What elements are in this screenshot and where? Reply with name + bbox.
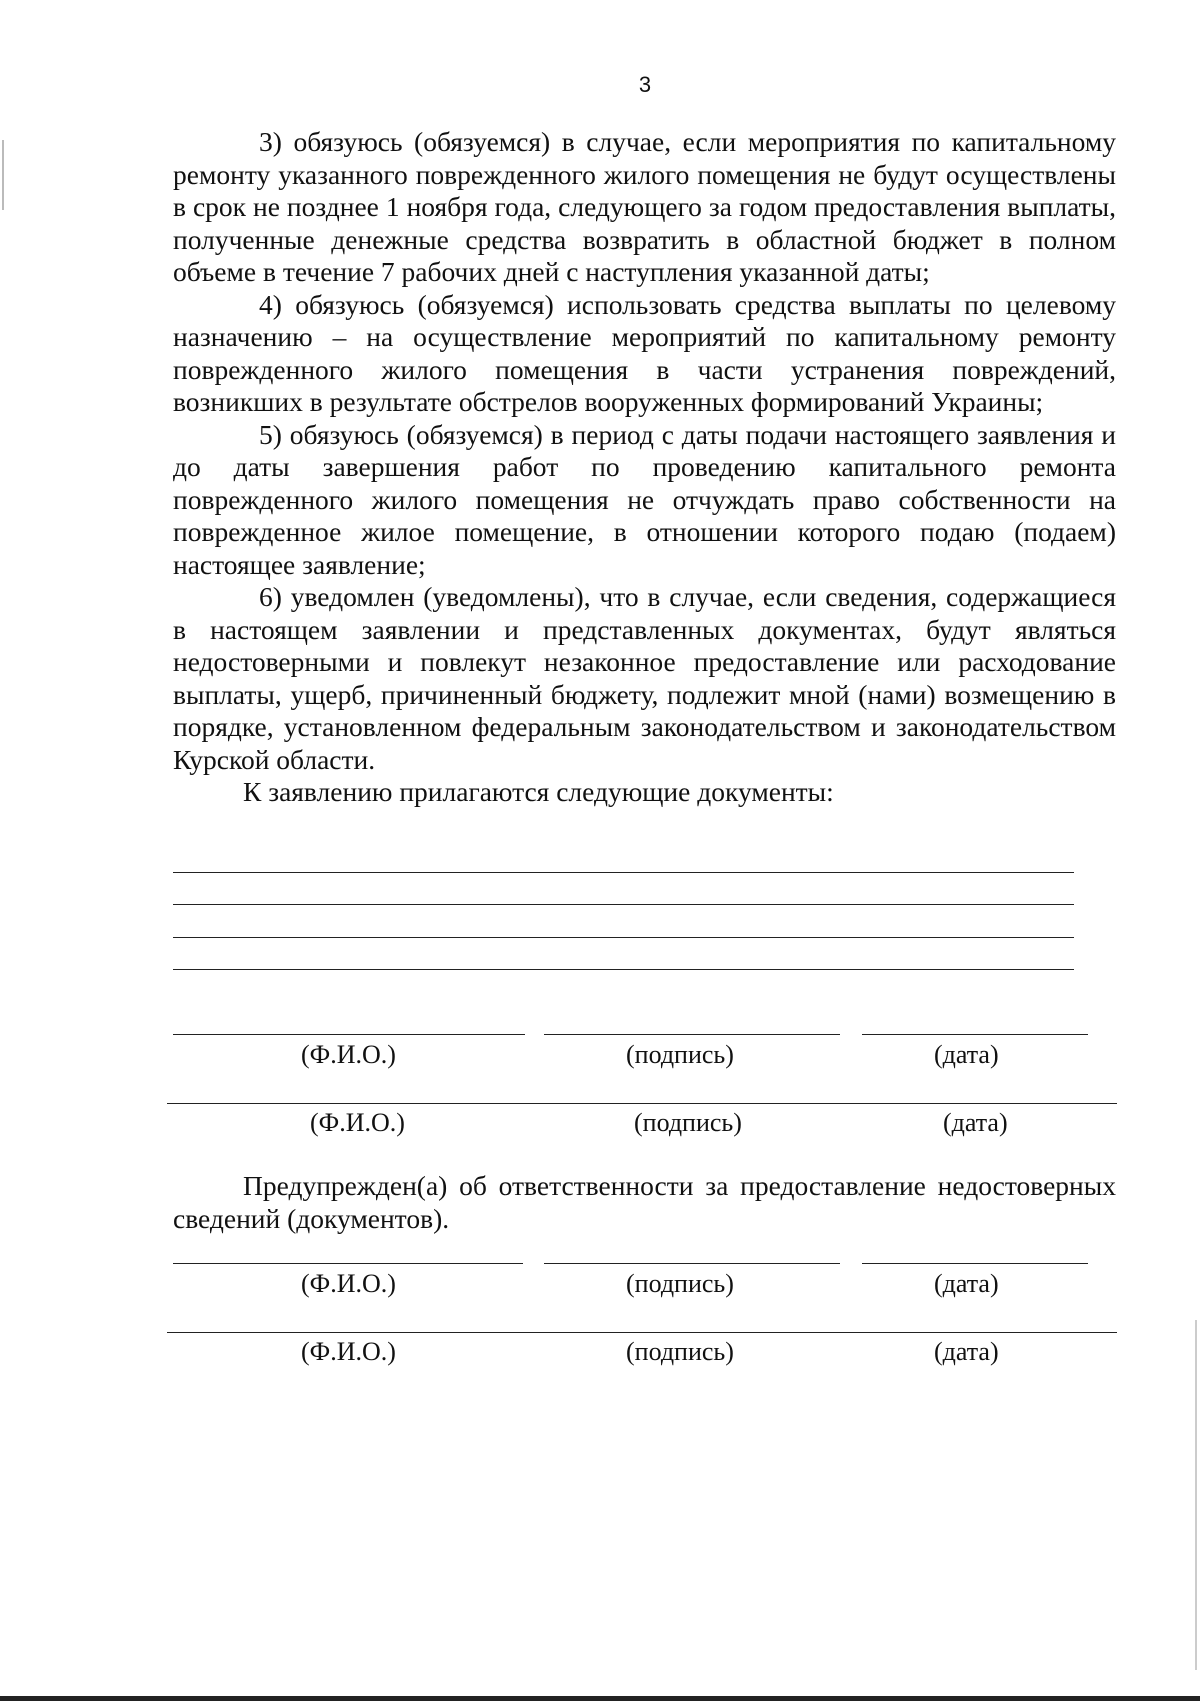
signature-label: (подпись) [626,1337,734,1366]
name-line[interactable] [173,1263,523,1264]
warning-statement [173,1170,1116,1235]
paragraph-6: 6) уведомлен (уведомлены), что в случае, если сведения, содержащиеся в настоящем заявлении и представленных документах, будут являться недостоверными и повлекут незаконное предоставление или расходование выплаты, ущерб, причиненный бюджету, подлежит мной (нами) возмещению в порядке, установленном федеральным законодательством и законодательством Курской области. [173,581,1116,775]
name-label: (Ф.И.О.) [301,1040,396,1069]
scan-bottom-border [0,1696,1200,1701]
date-label: (дата) [934,1337,999,1366]
attachment-line[interactable] [173,937,1074,938]
name-label: (Ф.И.О.) [301,1269,396,1298]
scan-edge-mark [1195,1320,1197,1670]
signature-line[interactable] [544,1034,840,1035]
signature-row-line[interactable] [167,1332,1117,1333]
signature-label: (подпись) [634,1108,742,1137]
attachment-line[interactable] [173,872,1074,873]
signature-line[interactable] [544,1263,840,1264]
warning-text: Предупрежден(а) об ответственности за предоставление недостоверных сведений (документов). [173,1170,1116,1234]
paragraph-5: 5) обязуюсь (обязуемся) в период с даты подачи настоящего заявления и до даты завершения работ по проведению капитального ремонта поврежденного жилого помещения не отчуждать право собственности на поврежденное жилое помещение, в отношении которого подаю (подаем) настоящее заявление; [173,418,1116,580]
date-line[interactable] [862,1263,1088,1264]
paragraph-3: 3) обязуюсь (обязуемся) в случае, если мероприятия по капитальному ремонту указанного поврежденного жилого помещения не будут осуществлены в срок не позднее 1 ноября года, следующего за годом предоставления выплаты, полученные денежные средства возвратить в областной бюджет в полном объеме в течение 7 рабочих дней с наступления указанной даты; [173,126,1116,287]
signature-label: (подпись) [626,1040,734,1069]
signature-label: (подпись) [626,1269,734,1298]
name-label: (Ф.И.О.) [310,1108,405,1137]
name-label: (Ф.И.О.) [301,1337,396,1366]
attachments-label: К заявлению прилагаются следующие документы: [243,776,834,807]
date-label: (дата) [934,1269,999,1298]
signature-row-line[interactable] [167,1103,1117,1104]
name-line[interactable] [173,1034,525,1035]
document-body [173,126,1116,809]
scan-edge-mark [2,140,4,210]
date-line[interactable] [862,1034,1088,1035]
date-label: (дата) [943,1108,1008,1137]
paragraph-4: 4) обязуюсь (обязуемся) использовать средства выплаты по целевому назначению – на осуществление мероприятий по капитальному ремонту поврежденного жилого помещения в части устранения повреждений, возникших в результате обстрелов вооруженных формирований Украины; [173,288,1116,417]
attachment-line[interactable] [173,969,1074,970]
page-number: 3 [638,72,652,97]
date-label: (дата) [934,1040,999,1069]
attachment-line[interactable] [173,904,1074,905]
